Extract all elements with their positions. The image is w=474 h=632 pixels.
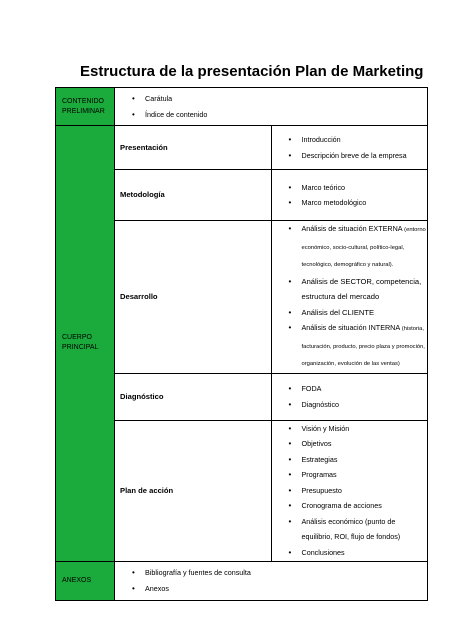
sub-label-text: Diagnóstico (120, 391, 164, 401)
sub-label-text: Desarrollo (120, 291, 158, 301)
item-note-text: (historia, facturación, producto, precio plaza y promoción, organización, evolución de las ventas) (301, 326, 425, 367)
list-item: • Estrategias (302, 452, 428, 468)
item-note-text: (entorno económico, socio-cultural, político-legal, tecnológico, demográfico y natural). (301, 227, 426, 268)
sub-label-diagnostico (115, 373, 272, 420)
item-main-text: Análisis de situación INTERNA (301, 323, 400, 332)
section-label-cuerpo-text: CUERPO PRINCIPAL (62, 334, 99, 352)
desarrollo-list (272, 221, 428, 373)
list-item: • Diagnóstico (302, 397, 428, 413)
page-title: Estructura de la presentación Plan de Marketing (80, 63, 424, 80)
row-presentacion (56, 126, 428, 170)
diagnostico-list (272, 381, 428, 412)
section-label-anexos-text: ANEXOS (62, 576, 92, 584)
list-item: • Cronograma de acciones (302, 498, 428, 514)
sub-label-text: Plan de acción (120, 485, 174, 495)
list-item: • Marco teórico (302, 180, 428, 196)
list-item: • Análisis del CLIENTE (302, 305, 428, 321)
desarrollo-content (271, 221, 428, 374)
section-label-preliminar (56, 88, 115, 126)
list-item: • Programas (302, 467, 428, 483)
presentacion-list (272, 132, 428, 163)
section-label-anexos (56, 561, 115, 600)
sub-label-desarrollo (115, 221, 272, 374)
section-label-cuerpo (56, 126, 115, 562)
row-anexos (56, 561, 428, 600)
preliminar-list (115, 91, 427, 122)
sub-label-text: Metodología (120, 190, 165, 199)
list-item: • FODA (302, 381, 428, 397)
list-item: • Análisis económico (punto de equilibrio, ROI, flujo de fondos) (302, 514, 428, 545)
list-item: • Presupuesto (302, 483, 428, 499)
section-label-preliminar-text: CONTENIDO PRELIMINAR (62, 97, 105, 115)
list-item: • Índice de contenido (145, 107, 427, 123)
item-main-text: Análisis de situación EXTERNA (301, 224, 403, 233)
list-item: • Descripción breve de la empresa (302, 148, 428, 164)
list-item: • Visión y Misión (302, 421, 428, 437)
list-item: • Carátula (145, 91, 427, 107)
anexos-list (115, 565, 427, 596)
list-item: • Bibliografía y fuentes de consulta (145, 565, 427, 581)
sub-label-text: Presentación (120, 142, 168, 152)
sub-label-presentacion (115, 126, 272, 170)
row-preliminar (56, 88, 428, 126)
list-item (302, 221, 428, 274)
list-item: • Introducción (302, 132, 428, 148)
list-item: • Análisis de SECTOR, competencia, estructura del mercado (302, 274, 428, 305)
presentacion-content (271, 126, 428, 170)
list-item: • Anexos (145, 581, 427, 597)
sub-label-metodologia (115, 170, 272, 221)
outline-table (55, 87, 428, 601)
list-item (302, 320, 428, 373)
metodologia-content (271, 170, 428, 221)
plan-list (272, 421, 428, 561)
diagnostico-content (271, 373, 428, 420)
list-item: • Conclusiones (302, 545, 428, 561)
sub-label-plan (115, 420, 272, 561)
anexos-content (115, 561, 428, 600)
preliminar-content (115, 88, 428, 126)
plan-content (271, 420, 428, 561)
list-item: • Marco metodológico (302, 195, 428, 211)
metodologia-list (272, 180, 428, 211)
list-item: • Objetivos (302, 436, 428, 452)
